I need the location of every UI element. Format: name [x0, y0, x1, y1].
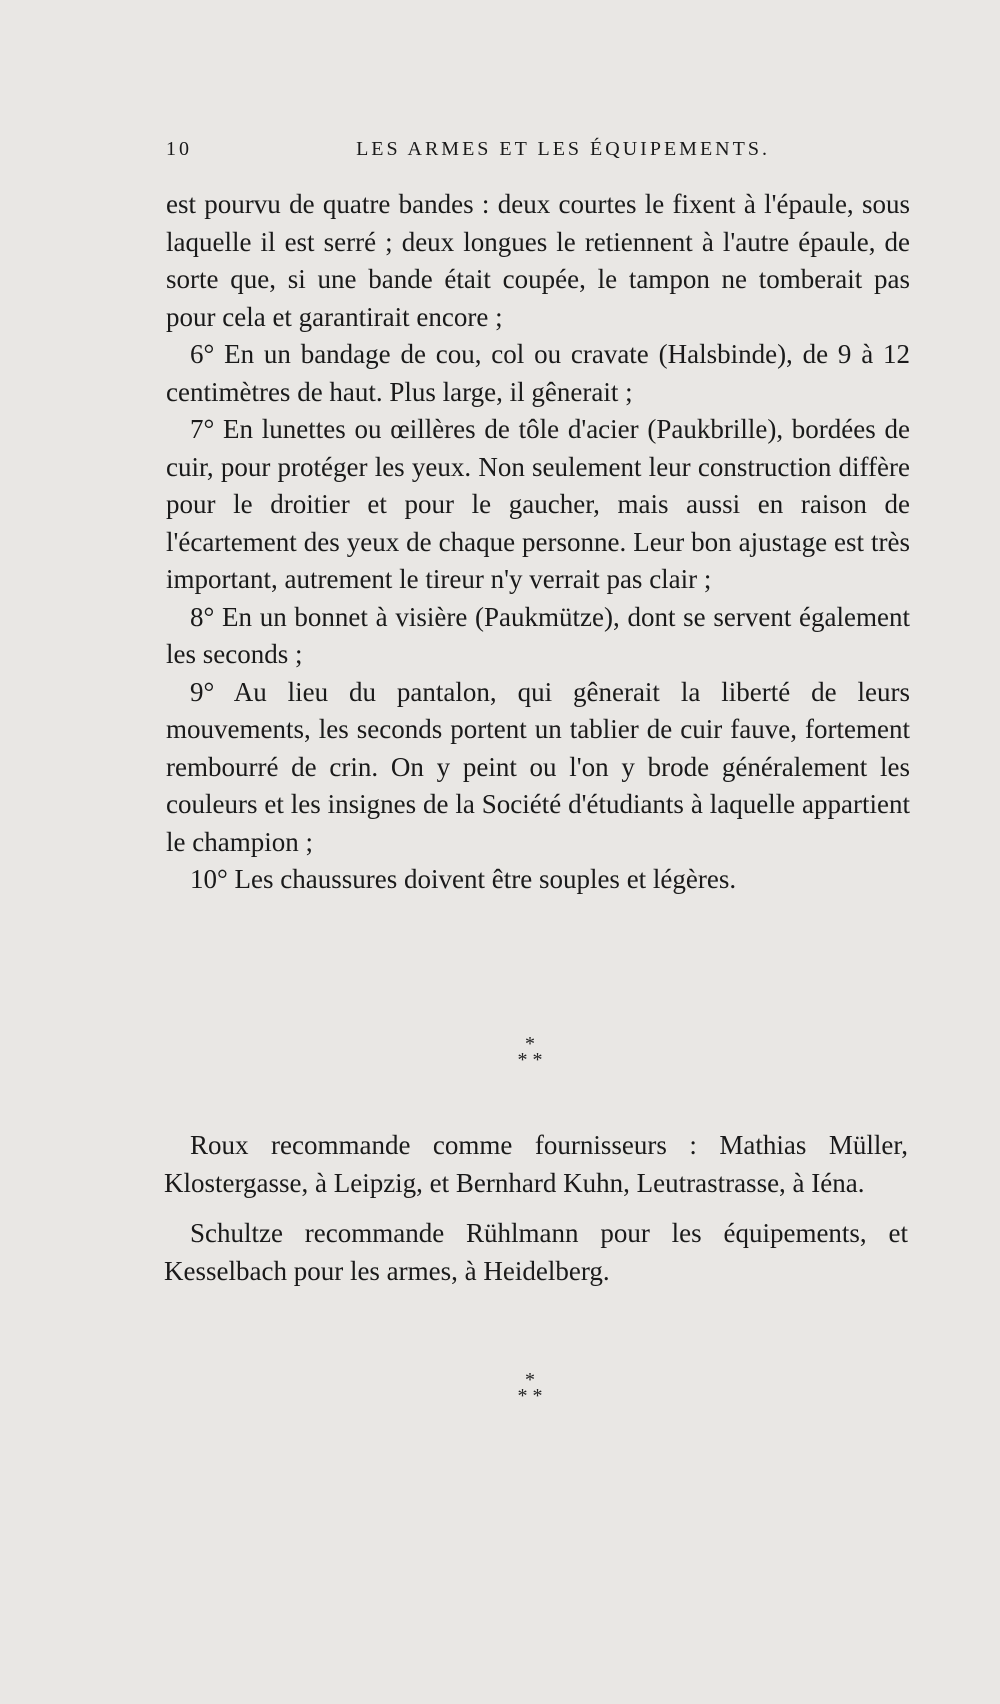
- paragraph: 10° Les chaussures doivent être souples et légères.: [190, 864, 737, 894]
- suppliers-text: [164, 1126, 908, 1290]
- running-head: [166, 138, 910, 168]
- running-title: LES ARMES ET LES ÉQUIPEMENTS.: [356, 138, 770, 160]
- main-text: [166, 186, 910, 899]
- page-number: 10: [166, 138, 192, 160]
- paragraph: Schultze recommande Rühlmann pour les équipements, et Kesselbach pour les armes, à Heidelberg.: [164, 1218, 908, 1286]
- paragraph: Roux recommande comme fournisseurs : Mathias Müller, Klostergasse, à Leipzig, et Bernhard Kuhn, Leutrastrasse, à Iéna.: [164, 1130, 908, 1198]
- paragraph: 8° En un bonnet à visière (Paukmütze), dont se servent également les seconds ;: [166, 601, 910, 669]
- section-separator: [480, 1369, 580, 1407]
- paragraph: 7° En lunettes ou œillères de tôle d'acier (Paukbrille), bordées de cuir, pour protéger les yeux. Non seulement leur construction diffère pour le droitier et pour le gaucher, mais aussi en raison de l'écartement des yeux de chaque personne. Leur bon ajustage est très important, autrement le tireur n'y verrait pas clair ;: [166, 414, 910, 594]
- asterism: * * *: [517, 1369, 543, 1407]
- asterism: * * *: [517, 1033, 543, 1071]
- paragraph: est pourvu de quatre bandes : deux courtes le fixent à l'épaule, sous laquelle il est serré ; deux longues le retiennent à l'autre épaule, de sorte que, si une bande était coupée, le tampon ne tomberait pas pour cela et garantirait encore ;: [166, 189, 910, 332]
- paragraph: 9° Au lieu du pantalon, qui gênerait la liberté de leurs mouvements, les seconds portent un tablier de cuir fauve, fortement rembourré de crin. On y peint ou l'on y brode généralement les couleurs et les insignes de la Société d'étudiants à laquelle appartient le champion ;: [166, 676, 910, 857]
- paragraph: 6° En un bandage de cou, col ou cravate (Halsbinde), de 9 à 12 centimètres de haut. Plus large, il gênerait ;: [166, 339, 910, 407]
- section-separator: [480, 1033, 580, 1071]
